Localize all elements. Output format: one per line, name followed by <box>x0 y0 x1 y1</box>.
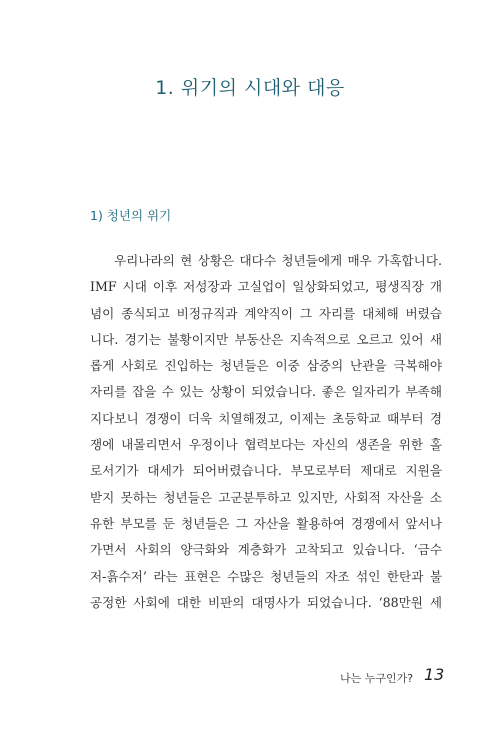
body-paragraph <box>90 248 442 616</box>
body-line: 받지 못하는 청년들은 고군분투하고 있지만, 사회적 자산을 소 <box>90 489 442 505</box>
body-line: 유한 부모를 둔 청년들은 그 자산을 활용하여 경쟁에서 앞서나 <box>90 515 442 531</box>
body-line: 쟁에 내몰리면서 우정이나 협력보다는 자신의 생존을 위한 홀 <box>90 437 442 453</box>
body-line: IMF 시대 이후 저성장과 고실업이 일상화되었고, 평생직장 개 <box>90 279 442 295</box>
body-line: 념이 종식되고 비정규직과 계약직이 그 자리를 대체해 버렸습 <box>90 305 442 321</box>
section-heading: 1) 청년의 위기 <box>90 208 172 223</box>
body-line: 저-흙수저’ 라는 표현은 수많은 청년들의 자조 섞인 한탄과 불 <box>90 568 442 584</box>
body-line: 니다. 경기는 불황이지만 부동산은 지속적으로 오르고 있어 새 <box>90 331 442 347</box>
body-line: 로서기가 대세가 되어버렸습니다. 부모로부터 제대로 지원을 <box>90 463 442 479</box>
running-footer-title: 나는 누구인가? <box>340 672 414 685</box>
body-line: 지다보니 경쟁이 더욱 치열해졌고, 이제는 초등학교 때부터 경 <box>90 410 442 426</box>
body-line: 롭게 사회로 진입하는 청년들은 이중 삼중의 난관을 극복해야 <box>90 358 442 374</box>
page-number: 13 <box>424 665 445 684</box>
chapter-title: 1. 위기의 시대와 대응 <box>155 77 345 99</box>
body-line: 가면서 사회의 양극화와 계층화가 고착되고 있습니다. ‘금수 <box>90 542 442 558</box>
body-line: 공정한 사회에 대한 비판의 대명사가 되었습니다. ‘88만원 세 <box>90 594 442 610</box>
body-line: 자리를 잡을 수 있는 상황이 되었습니다. 좋은 일자리가 부족해 <box>90 384 442 400</box>
body-line: 우리나라의 현 상황은 대다수 청년들에게 매우 가혹합니다. <box>114 253 442 268</box>
